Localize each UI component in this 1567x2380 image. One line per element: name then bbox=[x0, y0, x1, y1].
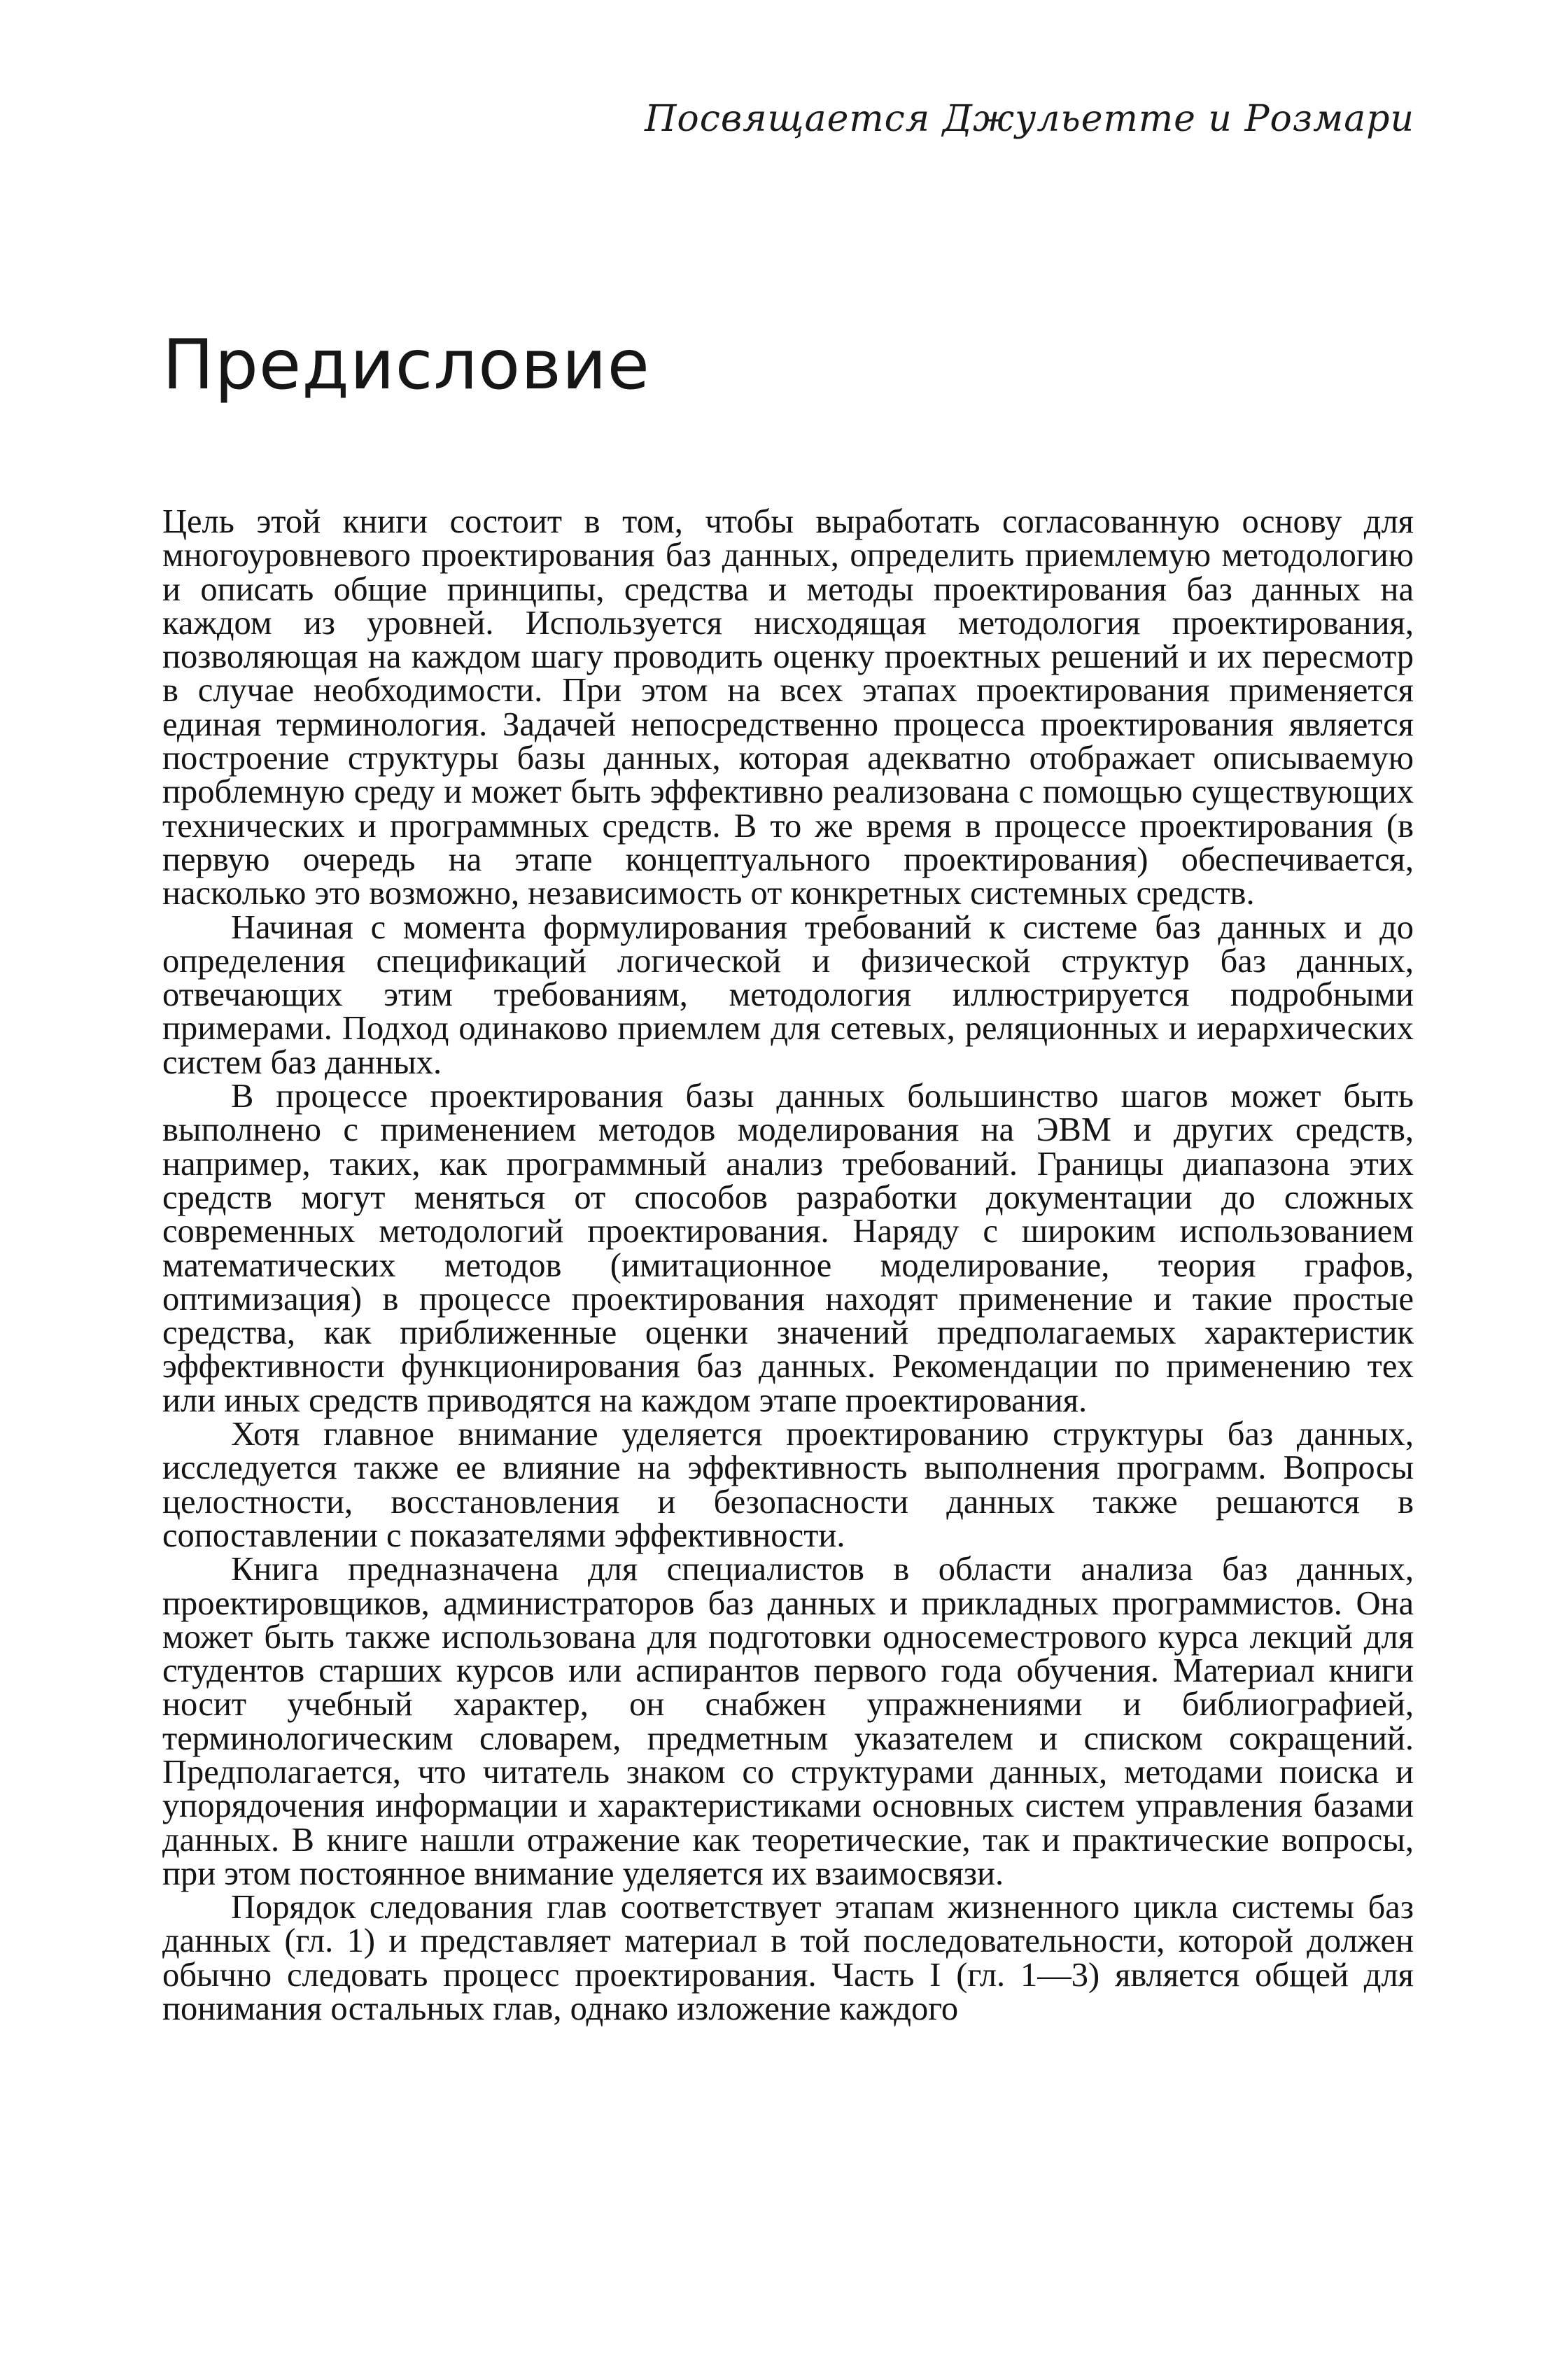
dedication: Посвящается Джульетте и Розмари bbox=[645, 98, 1414, 140]
paragraph: В процессе проектирования базы данных большинство шагов может быть выполнено с применением методов моделирования на ЭВМ и других средств, например, таких, как программный анализ требований. Границы диапазона этих средств могут меняться от способов разработки документации до сложных современных методологий проектирования. Наряду с широким использованием математических методов (имитационное моделирование, теория графов, оптимизация) в процессе проектирования находят применение и такие простые средства, как приближенные оценки значений предполагаемых характеристик эффективности функционирования баз данных. Рекомендации по применению тех или иных средств приводятся на каждом этапе проектирования. bbox=[162, 1078, 1414, 1419]
preface-body bbox=[162, 505, 1414, 2026]
paragraph: Хотя главное внимание уделяется проектированию структуры баз данных, исследуется также ее влияние на эффективность выполнения программ. Вопросы целостности, восстановления и безопасности данных также решаются в сопоставлении с показателями эффективности. bbox=[162, 1416, 1414, 1554]
paragraph: Порядок следования глав соответствует этапам жизненного цикла системы баз данных (гл. 1) и представляет материал в той последовательности, которой должен обычно следовать процесс проектирования. Часть I (гл. 1—3) является общей для понимания остальных глав, однако изложение каждого bbox=[162, 1889, 1414, 2028]
paragraph: Начиная с момента формулирования требований к системе баз данных и до определения спецификаций логической и физической структур баз данных, отвечающих этим требованиям, методология иллюстрируется подробными примерами. Подход одинаково приемлем для сетевых, реляционных и иерархических систем баз данных. bbox=[162, 908, 1414, 1081]
page-title: Предисловие bbox=[162, 325, 650, 405]
paragraph: Книга предназначена для специалистов в области анализа баз данных, проектировщиков, администраторов баз данных и прикладных программистов. Она может быть также использована для подготовки односеместрового курса лекций для студентов старших курсов или аспирантов первого года обучения. Материал книги носит учебный характер, он снабжен упражнениями и библиографией, терминологическим словарем, предметным указателем и списком сокращений. Предполагается, что читатель знаком со структурами данных, методами поиска и упорядочения информации и характеристиками основных систем управления базами данных. В книге нашли отражение как теоретические, так и практические вопросы, при этом постоянное внимание уделяется их взаимосвязи. bbox=[162, 1551, 1414, 1892]
paragraph: Цель этой книги состоит в том, чтобы выработать согласованную основу для многоуровневого проектирования баз данных, определить приемлемую методологию и описать общие принципы, средства и методы проектирования баз данных на каждом из уровней. Используется нисходящая методология проектирования, позволяющая на каждом шагу проводить оценку проектных решений и их пересмотр в случае необходимости. При этом на всех этапах проектирования применяется единая терминология. Задачей непосредственно процесса проектирования является построение структуры базы данных, которая адекватно отображает описываемую проблемную среду и может быть эффективно реализована с помощью существующих технических и программных средств. В то же время в процессе проектирования (в первую очередь на этапе концептуального проектирования) обеспечивается, насколько это возможно, независимость от конкретных системных средств. bbox=[162, 503, 1414, 913]
